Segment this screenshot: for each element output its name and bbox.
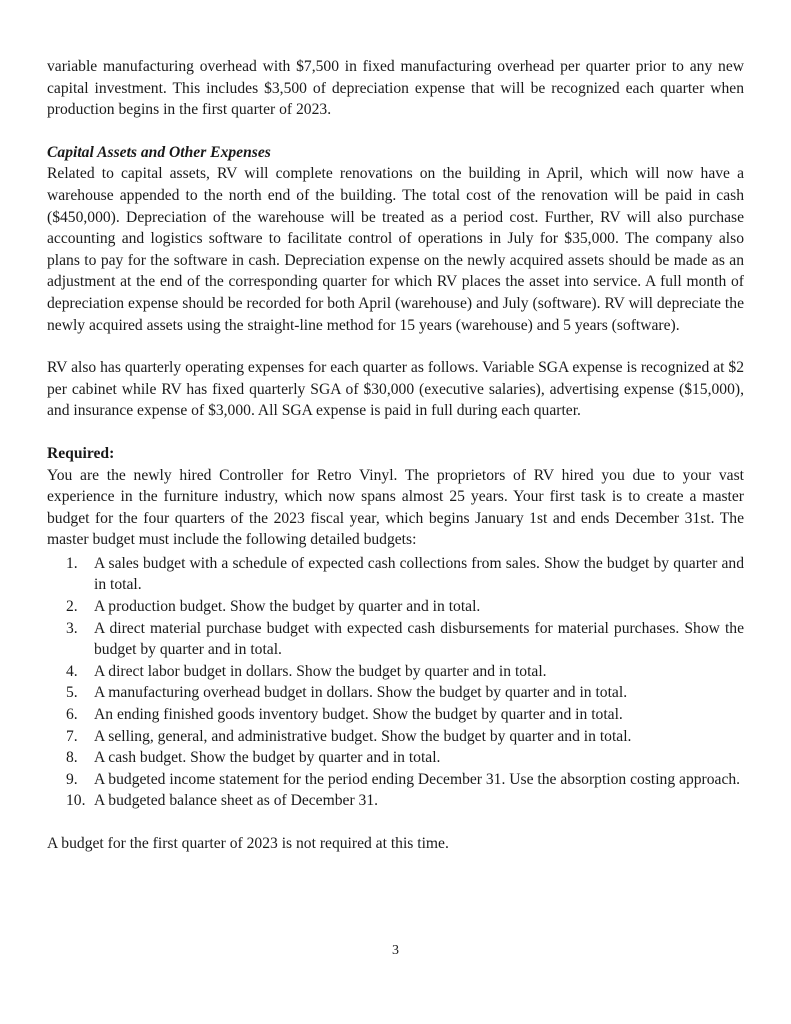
required-budgets-list <box>47 553 744 812</box>
required-paragraph: You are the newly hired Controller for Retro Vinyl. The proprietors of RV hired you due to your vast experience in the furniture industry, which now spans almost 25 years. Your first task is to create a master budget for the four quarters of the 2023 fiscal year, which begins January 1st and ends December 31st. The master budget must include the following detailed budgets: <box>47 466 744 549</box>
list-item-text: A cash budget. Show the budget by quarter and in total. <box>94 749 441 767</box>
list-item-number: 8. <box>66 749 78 767</box>
list-item-text: A manufacturing overhead budget in dollars. Show the budget by quarter and in total. <box>94 684 628 702</box>
spacer <box>47 121 744 142</box>
list-item <box>66 661 744 683</box>
list-item-number: 5. <box>66 684 78 702</box>
list-item <box>66 790 744 812</box>
list-item <box>66 769 744 791</box>
list-item <box>66 682 744 704</box>
list-item-number: 10. <box>66 792 86 810</box>
spacer <box>47 812 744 833</box>
closing-paragraph: A budget for the first quarter of 2023 is not required at this time. <box>47 835 449 852</box>
list-item-number: 2. <box>66 598 78 616</box>
list-item <box>66 553 744 596</box>
list-item <box>66 704 744 726</box>
list-item-text: A direct material purchase budget with expected cash disbursements for material purchases. Show the budget by quarter and in total. <box>94 619 744 659</box>
list-item-number: 3. <box>66 619 78 637</box>
list-item <box>66 618 744 661</box>
list-item-text: A selling, general, and administrative budget. Show the budget by quarter and in total. <box>94 727 632 745</box>
list-item <box>66 747 744 769</box>
page-number: 3 <box>392 943 399 958</box>
list-item-number: 1. <box>66 554 78 572</box>
list-item-number: 6. <box>66 706 78 724</box>
spacer <box>47 336 744 357</box>
list-item-number: 4. <box>66 662 78 680</box>
intro-paragraph: variable manufacturing overhead with $7,500 in fixed manufacturing overhead per quarter prior to any new capital investment. This includes $3,500 of depreciation expense that will be recognized each quarter when production begins in the first quarter of 2023. <box>47 58 744 119</box>
required-heading: Required: <box>47 444 115 462</box>
document-page <box>47 56 744 855</box>
list-item-text: A direct labor budget in dollars. Show the budget by quarter and in total. <box>94 662 547 680</box>
list-item-number: 9. <box>66 770 78 788</box>
operating-expenses-paragraph: RV also has quarterly operating expenses for each quarter as follows. Variable SGA expense is recognized at $2 per cabinet while RV has fixed quarterly SGA of $30,000 (executive salaries), advertising expense ($15,000), and insurance expense of $3,000. All SGA expense is paid in full during each quarter. <box>47 359 744 420</box>
list-item-text: A budgeted balance sheet as of December 31. <box>94 792 379 810</box>
list-item-text: An ending finished goods inventory budget. Show the budget by quarter and in total. <box>94 706 623 724</box>
list-item-text: A sales budget with a schedule of expected cash collections from sales. Show the budget by quarter and in total. <box>94 554 744 594</box>
spacer <box>47 422 744 443</box>
list-item-text: A budgeted income statement for the period ending December 31. Use the absorption costing approach. <box>94 770 741 788</box>
capital-assets-paragraph: Related to capital assets, RV will complete renovations on the building in April, which will now have a warehouse appended to the north end of the building. The total cost of the renovation will be paid in cash ($450,000). Depreciation of the warehouse will be treated as a period cost. Further, RV will also purchase accounting and logistics software to facilitate control of operations in July for $35,000. The company also plans to pay for the software in cash. Depreciation expense on the newly acquired assets should be made as an adjustment at the end of the corresponding quarter for which RV places the asset into service. A full month of depreciation expense should be recorded for both April (warehouse) and July (software). RV will depreciate the newly acquired assets using the straight-line method for 15 years (warehouse) and 5 years (software). <box>47 165 744 334</box>
capital-assets-heading: Capital Assets and Other Expenses <box>47 143 271 161</box>
list-item-text: A production budget. Show the budget by quarter and in total. <box>94 598 481 616</box>
list-item-number: 7. <box>66 727 78 745</box>
list-item <box>66 726 744 748</box>
list-item <box>66 596 744 618</box>
